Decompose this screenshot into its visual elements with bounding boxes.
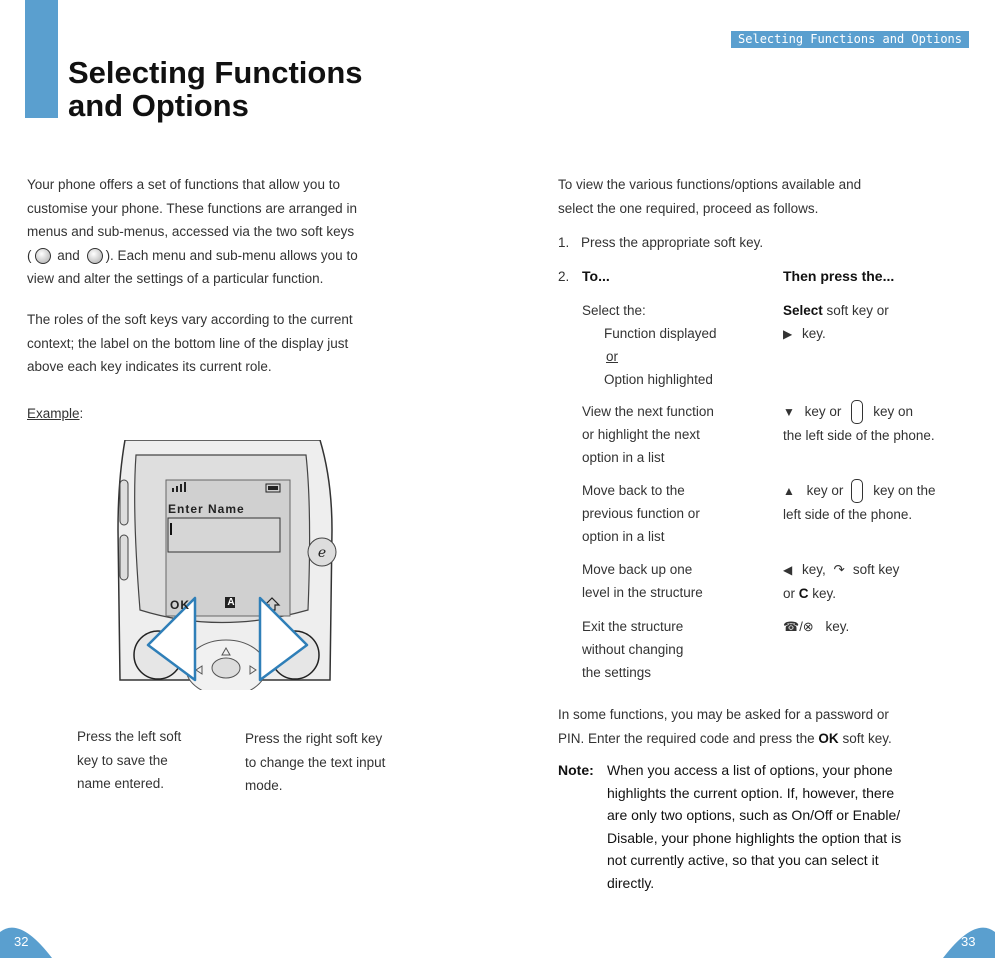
- caption-line: key to save the: [77, 752, 168, 768]
- note-text: [607, 759, 987, 894]
- text-line: select the one required, proceed as follows.: [558, 200, 819, 216]
- down-arrow-icon: ▼: [783, 405, 795, 419]
- page-number-left: 32: [14, 934, 29, 949]
- row-next: [582, 400, 714, 469]
- text-fragment: key on: [873, 404, 913, 419]
- text-fragment: key.: [802, 326, 826, 341]
- example-colon: :: [79, 406, 84, 421]
- row-back-up-action: [783, 558, 899, 605]
- text-fragment: soft key: [852, 562, 900, 577]
- caption-line: Press the left soft: [77, 729, 182, 744]
- row-next-action: [783, 400, 935, 447]
- row-back-up: [582, 558, 703, 604]
- text-fragment: key.: [812, 586, 837, 601]
- column-header-then: Then press the...: [783, 268, 895, 284]
- pin-paragraph: [558, 703, 978, 750]
- text-fragment: key.: [825, 619, 850, 634]
- row-line: level in the structure: [582, 585, 703, 600]
- caption-line: to change the text input: [245, 754, 386, 770]
- row-line: Select the:: [582, 303, 646, 318]
- running-head: Selecting Functions and Options: [731, 31, 969, 48]
- title-accent-bar: [25, 0, 58, 118]
- text-fragment: key or: [806, 483, 844, 498]
- right-intro: [558, 173, 968, 220]
- row-line: option in a list: [582, 450, 665, 465]
- caption-left-soft-key: [77, 725, 181, 796]
- row-line: previous function or: [582, 506, 700, 521]
- page-number-right: 33: [961, 934, 976, 949]
- text-fragment: soft key.: [842, 730, 892, 746]
- note-line: not currently active, so that you can select it: [607, 852, 879, 868]
- text-line: customise your phone. These functions are arranged in: [27, 200, 357, 216]
- caption-right-soft-key: [245, 727, 385, 798]
- volume-down-key-icon: [851, 400, 863, 424]
- text-fragment: PIN. Enter the required code and press the: [558, 730, 815, 746]
- text-fragment: left side of the phone.: [783, 507, 913, 523]
- note-line: Disable, your phone highlights the option that is: [607, 829, 902, 846]
- text-line: [27, 244, 437, 268]
- page-title-line2: and Options: [68, 88, 249, 123]
- text-fragment: key on the: [873, 483, 936, 498]
- text-fragment: ). Each menu and sub-menu allows you to: [105, 247, 358, 263]
- row-previous-action: [783, 479, 935, 526]
- c-key-label: C: [798, 586, 809, 601]
- text-line: In some functions, you may be asked for a password or: [558, 707, 889, 722]
- text-fragment: soft key or: [822, 303, 889, 318]
- note-line: highlights the current option. If, however, there: [607, 784, 895, 801]
- text-line: above each key indicates its current role.: [27, 359, 272, 374]
- note-line: are only two options, such as On/Off or Enable/: [607, 807, 901, 823]
- left-arrow-icon: ◀: [783, 563, 793, 577]
- left-soft-key-icon: [35, 248, 51, 264]
- text-line: view and alter the settings of a particular function.: [27, 271, 324, 286]
- caption-line: Press the right soft key: [245, 731, 383, 746]
- up-arrow-icon: ▲: [783, 484, 795, 498]
- text-fragment: or: [783, 586, 796, 601]
- row-line: or: [606, 349, 619, 364]
- example-label: [27, 402, 83, 426]
- select-key-label: Select: [783, 303, 823, 318]
- text-line: To view the various functions/options available and: [558, 177, 862, 192]
- row-line: Option highlighted: [604, 372, 713, 387]
- example-word: Example: [27, 406, 80, 421]
- row-line: Function displayed: [604, 326, 717, 341]
- step-1: [558, 231, 763, 255]
- phone-left-label: OK: [170, 598, 190, 612]
- row-line: without changing: [582, 642, 684, 657]
- text-line: context; the label on the bottom line of the display just: [27, 335, 349, 351]
- intro-paragraph: [27, 173, 437, 291]
- text-fragment: the left side of the phone.: [783, 428, 935, 444]
- row-line: Move back up one: [582, 562, 693, 577]
- phone-screen-title: Enter Name: [168, 502, 245, 516]
- page-title: [68, 56, 363, 122]
- right-arrow-icon: ▶: [783, 327, 793, 341]
- ok-key-label: OK: [818, 730, 839, 746]
- row-select-action: [783, 299, 889, 346]
- caption-line: name entered.: [77, 776, 165, 791]
- step-2-number: 2.: [558, 269, 570, 284]
- row-line: Move back to the: [582, 483, 685, 498]
- right-soft-key-icon: [87, 248, 103, 264]
- text-fragment: key or: [804, 404, 842, 419]
- step-number: 1.: [558, 235, 570, 250]
- row-exit: [582, 615, 683, 684]
- step-text: Press the appropriate soft key.: [581, 235, 764, 250]
- page-title-line1: Selecting Functions: [68, 55, 363, 90]
- row-line: Exit the structure: [582, 619, 684, 634]
- text-line: The roles of the soft keys vary according to the current: [27, 312, 353, 327]
- end-power-key-icon: ☎/⊗: [783, 619, 814, 634]
- back-soft-key-icon: ↷: [833, 562, 845, 577]
- row-line: the settings: [582, 665, 652, 680]
- row-exit-action: [783, 615, 849, 638]
- note-line: When you access a list of options, your phone: [607, 762, 893, 778]
- soft-key-paragraph: [27, 308, 437, 379]
- row-previous: [582, 479, 700, 548]
- text-fragment: (: [27, 247, 32, 263]
- caption-line: mode.: [245, 778, 283, 793]
- text-fragment: key,: [802, 562, 826, 577]
- text-fragment: and: [57, 247, 80, 263]
- row-line: option in a list: [582, 529, 665, 544]
- row-line: or highlight the next: [582, 427, 700, 442]
- volume-up-key-icon: [851, 479, 863, 503]
- row-line: View the next function: [582, 404, 714, 419]
- phone-illustration: [110, 440, 350, 690]
- text-line: menus and sub-menus, accessed via the two soft keys: [27, 224, 355, 239]
- phone-mode-label: A: [227, 597, 235, 608]
- column-header-to: To...: [582, 268, 610, 284]
- note-line: directly.: [607, 874, 655, 891]
- text-line: Your phone offers a set of functions that allow you to: [27, 177, 340, 192]
- svg-text:e: e: [317, 545, 327, 561]
- row-select: [582, 299, 717, 391]
- note-label: Note:: [558, 762, 594, 778]
